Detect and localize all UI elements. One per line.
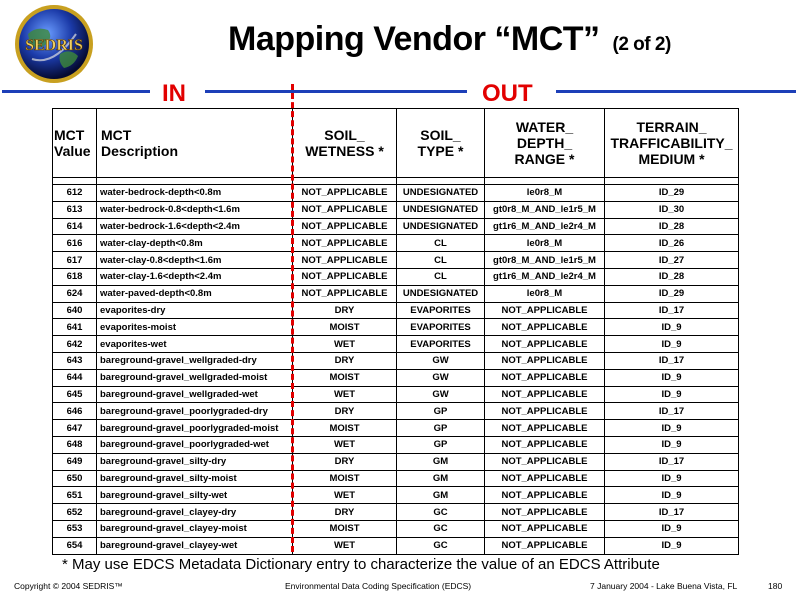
- cell-soil-type: EVAPORITES: [397, 319, 485, 336]
- table-row: [53, 302, 739, 319]
- cell-soil-wetness: MOIST: [293, 520, 397, 537]
- mapping-table: [52, 108, 739, 555]
- cell-mct-value: 642: [53, 336, 97, 353]
- cell-mct-value: 616: [53, 235, 97, 252]
- footer-copyright: Copyright © 2004 SEDRIS™: [14, 581, 123, 591]
- cell-mct-value: 618: [53, 268, 97, 285]
- table-row: [53, 453, 739, 470]
- cell-soil-type: GW: [397, 386, 485, 403]
- table-row: [53, 185, 739, 202]
- page-title: [228, 20, 671, 59]
- cell-soil-wetness: NOT_APPLICABLE: [293, 218, 397, 235]
- cell-terrain-trafficability: ID_17: [605, 403, 739, 420]
- cell-water-depth-range: NOT_APPLICABLE: [485, 520, 605, 537]
- footer-page-number: 180: [768, 581, 783, 591]
- table-row: [53, 470, 739, 487]
- cell-soil-wetness: MOIST: [293, 420, 397, 437]
- cell-soil-type: CL: [397, 235, 485, 252]
- cell-mct-description: water-clay-0.8<depth<1.6m: [97, 252, 293, 269]
- cell-terrain-trafficability: ID_17: [605, 504, 739, 521]
- cell-terrain-trafficability: ID_9: [605, 369, 739, 386]
- cell-mct-value: 613: [53, 201, 97, 218]
- header-mct-description: MCT Description: [97, 109, 293, 178]
- cell-water-depth-range: NOT_APPLICABLE: [485, 302, 605, 319]
- header-spacer-row: [53, 178, 739, 185]
- cell-terrain-trafficability: ID_9: [605, 470, 739, 487]
- cell-terrain-trafficability: ID_9: [605, 386, 739, 403]
- cell-terrain-trafficability: ID_17: [605, 352, 739, 369]
- cell-terrain-trafficability: ID_29: [605, 285, 739, 302]
- table-row: [53, 201, 739, 218]
- cell-mct-description: evaporites-dry: [97, 302, 293, 319]
- cell-mct-value: 643: [53, 352, 97, 369]
- cell-water-depth-range: NOT_APPLICABLE: [485, 537, 605, 554]
- cell-mct-value: 651: [53, 487, 97, 504]
- table-row: [53, 235, 739, 252]
- table-row: [53, 336, 739, 353]
- cell-mct-value: 646: [53, 403, 97, 420]
- cell-mct-description: bareground-gravel_wellgraded-wet: [97, 386, 293, 403]
- title-main: Mapping Vendor “MCT”: [228, 20, 600, 58]
- cell-terrain-trafficability: ID_9: [605, 520, 739, 537]
- cell-soil-type: GC: [397, 537, 485, 554]
- cell-soil-wetness: NOT_APPLICABLE: [293, 201, 397, 218]
- cell-soil-type: GP: [397, 403, 485, 420]
- in-out-divider: [291, 84, 294, 552]
- footer-event: 7 January 2004 - Lake Buena Vista, FL: [590, 581, 738, 591]
- cell-soil-type: GM: [397, 453, 485, 470]
- cell-mct-value: 624: [53, 285, 97, 302]
- cell-mct-value: 617: [53, 252, 97, 269]
- table-row: [53, 369, 739, 386]
- cell-mct-value: 644: [53, 369, 97, 386]
- cell-mct-value: 614: [53, 218, 97, 235]
- cell-mct-description: water-bedrock-depth<0.8m: [97, 185, 293, 202]
- cell-mct-value: 653: [53, 520, 97, 537]
- cell-water-depth-range: NOT_APPLICABLE: [485, 336, 605, 353]
- cell-mct-description: bareground-gravel_poorlygraded-moist: [97, 420, 293, 437]
- cell-mct-description: bareground-gravel_wellgraded-moist: [97, 369, 293, 386]
- cell-soil-wetness: NOT_APPLICABLE: [293, 185, 397, 202]
- table-header-row: [53, 109, 739, 178]
- mapping-table-container: [52, 108, 739, 555]
- cell-mct-value: 640: [53, 302, 97, 319]
- cell-water-depth-range: NOT_APPLICABLE: [485, 352, 605, 369]
- table-row: [53, 537, 739, 554]
- table-row: [53, 268, 739, 285]
- cell-soil-wetness: WET: [293, 436, 397, 453]
- cell-soil-wetness: MOIST: [293, 369, 397, 386]
- out-divider-line-right: [556, 90, 796, 93]
- cell-water-depth-range: gt0r8_M_AND_le1r5_M: [485, 252, 605, 269]
- in-label: IN: [162, 80, 186, 107]
- table-row: [53, 436, 739, 453]
- out-label: OUT: [482, 80, 533, 107]
- table-row: [53, 420, 739, 437]
- cell-mct-description: bareground-gravel_clayey-dry: [97, 504, 293, 521]
- cell-mct-value: 647: [53, 420, 97, 437]
- cell-mct-description: bareground-gravel_poorlygraded-dry: [97, 403, 293, 420]
- cell-soil-wetness: WET: [293, 487, 397, 504]
- cell-mct-value: 645: [53, 386, 97, 403]
- header-soil-type: SOIL_ TYPE *: [397, 109, 485, 178]
- cell-terrain-trafficability: ID_17: [605, 302, 739, 319]
- table-row: [53, 386, 739, 403]
- cell-soil-type: GW: [397, 369, 485, 386]
- table-row: [53, 252, 739, 269]
- cell-terrain-trafficability: ID_9: [605, 420, 739, 437]
- cell-water-depth-range: NOT_APPLICABLE: [485, 369, 605, 386]
- cell-water-depth-range: NOT_APPLICABLE: [485, 470, 605, 487]
- table-body: [53, 185, 739, 555]
- cell-soil-type: EVAPORITES: [397, 302, 485, 319]
- cell-mct-description: water-clay-depth<0.8m: [97, 235, 293, 252]
- cell-terrain-trafficability: ID_29: [605, 185, 739, 202]
- cell-water-depth-range: NOT_APPLICABLE: [485, 453, 605, 470]
- cell-soil-type: UNDESIGNATED: [397, 201, 485, 218]
- cell-terrain-trafficability: ID_27: [605, 252, 739, 269]
- header-terrain-trafficability: TERRAIN_ TRAFFICABILITY_ MEDIUM *: [605, 109, 739, 178]
- cell-terrain-trafficability: ID_9: [605, 319, 739, 336]
- cell-water-depth-range: NOT_APPLICABLE: [485, 487, 605, 504]
- cell-mct-description: water-paved-depth<0.8m: [97, 285, 293, 302]
- footer-spec: Environmental Data Coding Specification (EDCS): [285, 581, 472, 591]
- cell-soil-type: UNDESIGNATED: [397, 218, 485, 235]
- cell-soil-type: GP: [397, 420, 485, 437]
- cell-mct-description: bareground-gravel_silty-moist: [97, 470, 293, 487]
- cell-mct-description: water-bedrock-1.6<depth<2.4m: [97, 218, 293, 235]
- cell-mct-value: 649: [53, 453, 97, 470]
- table-row: [53, 218, 739, 235]
- cell-soil-wetness: WET: [293, 537, 397, 554]
- cell-soil-type: GW: [397, 352, 485, 369]
- cell-soil-type: EVAPORITES: [397, 336, 485, 353]
- cell-soil-wetness: DRY: [293, 352, 397, 369]
- cell-terrain-trafficability: ID_9: [605, 487, 739, 504]
- cell-water-depth-range: le0r8_M: [485, 235, 605, 252]
- cell-soil-wetness: DRY: [293, 504, 397, 521]
- header-soil-wetness: SOIL_ WETNESS *: [293, 109, 397, 178]
- cell-mct-description: bareground-gravel_poorlygraded-wet: [97, 436, 293, 453]
- cell-soil-type: GM: [397, 487, 485, 504]
- in-divider-line-left: [2, 90, 150, 93]
- cell-mct-value: 654: [53, 537, 97, 554]
- cell-terrain-trafficability: ID_9: [605, 336, 739, 353]
- header-mct-value: MCT Value: [53, 109, 97, 178]
- table-row: [53, 504, 739, 521]
- cell-terrain-trafficability: ID_9: [605, 537, 739, 554]
- cell-soil-type: GC: [397, 504, 485, 521]
- cell-water-depth-range: gt1r6_M_AND_le2r4_M: [485, 268, 605, 285]
- cell-soil-wetness: NOT_APPLICABLE: [293, 252, 397, 269]
- cell-water-depth-range: le0r8_M: [485, 185, 605, 202]
- cell-mct-value: 612: [53, 185, 97, 202]
- cell-water-depth-range: gt0r8_M_AND_le1r5_M: [485, 201, 605, 218]
- footnote: * May use EDCS Metadata Dictionary entry to characterize the value of an EDCS Attribute: [62, 556, 660, 573]
- cell-soil-wetness: NOT_APPLICABLE: [293, 268, 397, 285]
- header-water-depth-range: WATER_ DEPTH_ RANGE *: [485, 109, 605, 178]
- table-row: [53, 319, 739, 336]
- table-row: [53, 285, 739, 302]
- table-row: [53, 487, 739, 504]
- in-divider-line-mid: [205, 90, 467, 93]
- table-row: [53, 352, 739, 369]
- cell-mct-value: 641: [53, 319, 97, 336]
- cell-soil-wetness: MOIST: [293, 470, 397, 487]
- cell-soil-wetness: WET: [293, 336, 397, 353]
- cell-terrain-trafficability: ID_26: [605, 235, 739, 252]
- table-row: [53, 403, 739, 420]
- cell-soil-type: UNDESIGNATED: [397, 185, 485, 202]
- cell-terrain-trafficability: ID_30: [605, 201, 739, 218]
- cell-terrain-trafficability: ID_28: [605, 268, 739, 285]
- cell-soil-wetness: DRY: [293, 403, 397, 420]
- cell-soil-type: GP: [397, 436, 485, 453]
- cell-soil-wetness: MOIST: [293, 319, 397, 336]
- logo-text: SEDRIS: [25, 37, 83, 54]
- cell-soil-wetness: DRY: [293, 453, 397, 470]
- cell-soil-wetness: DRY: [293, 302, 397, 319]
- cell-water-depth-range: NOT_APPLICABLE: [485, 386, 605, 403]
- cell-water-depth-range: NOT_APPLICABLE: [485, 403, 605, 420]
- cell-water-depth-range: NOT_APPLICABLE: [485, 504, 605, 521]
- cell-mct-description: bareground-gravel_silty-dry: [97, 453, 293, 470]
- cell-terrain-trafficability: ID_28: [605, 218, 739, 235]
- cell-water-depth-range: le0r8_M: [485, 285, 605, 302]
- cell-water-depth-range: NOT_APPLICABLE: [485, 319, 605, 336]
- cell-terrain-trafficability: ID_17: [605, 453, 739, 470]
- cell-mct-description: bareground-gravel_clayey-wet: [97, 537, 293, 554]
- cell-mct-description: water-clay-1.6<depth<2.4m: [97, 268, 293, 285]
- cell-soil-type: CL: [397, 252, 485, 269]
- cell-terrain-trafficability: ID_9: [605, 436, 739, 453]
- cell-soil-wetness: NOT_APPLICABLE: [293, 285, 397, 302]
- cell-water-depth-range: NOT_APPLICABLE: [485, 420, 605, 437]
- cell-water-depth-range: gt1r6_M_AND_le2r4_M: [485, 218, 605, 235]
- cell-soil-type: CL: [397, 268, 485, 285]
- table-row: [53, 520, 739, 537]
- cell-mct-description: evaporites-moist: [97, 319, 293, 336]
- cell-mct-description: bareground-gravel_clayey-moist: [97, 520, 293, 537]
- title-suffix: (2 of 2): [612, 34, 671, 55]
- cell-mct-value: 650: [53, 470, 97, 487]
- cell-mct-value: 648: [53, 436, 97, 453]
- cell-mct-description: bareground-gravel_wellgraded-dry: [97, 352, 293, 369]
- cell-mct-description: bareground-gravel_silty-wet: [97, 487, 293, 504]
- cell-mct-value: 652: [53, 504, 97, 521]
- cell-soil-type: GM: [397, 470, 485, 487]
- cell-water-depth-range: NOT_APPLICABLE: [485, 436, 605, 453]
- cell-mct-description: evaporites-wet: [97, 336, 293, 353]
- cell-soil-type: UNDESIGNATED: [397, 285, 485, 302]
- cell-soil-wetness: NOT_APPLICABLE: [293, 235, 397, 252]
- cell-soil-type: GC: [397, 520, 485, 537]
- cell-mct-description: water-bedrock-0.8<depth<1.6m: [97, 201, 293, 218]
- cell-soil-wetness: WET: [293, 386, 397, 403]
- sedris-logo: [14, 4, 94, 84]
